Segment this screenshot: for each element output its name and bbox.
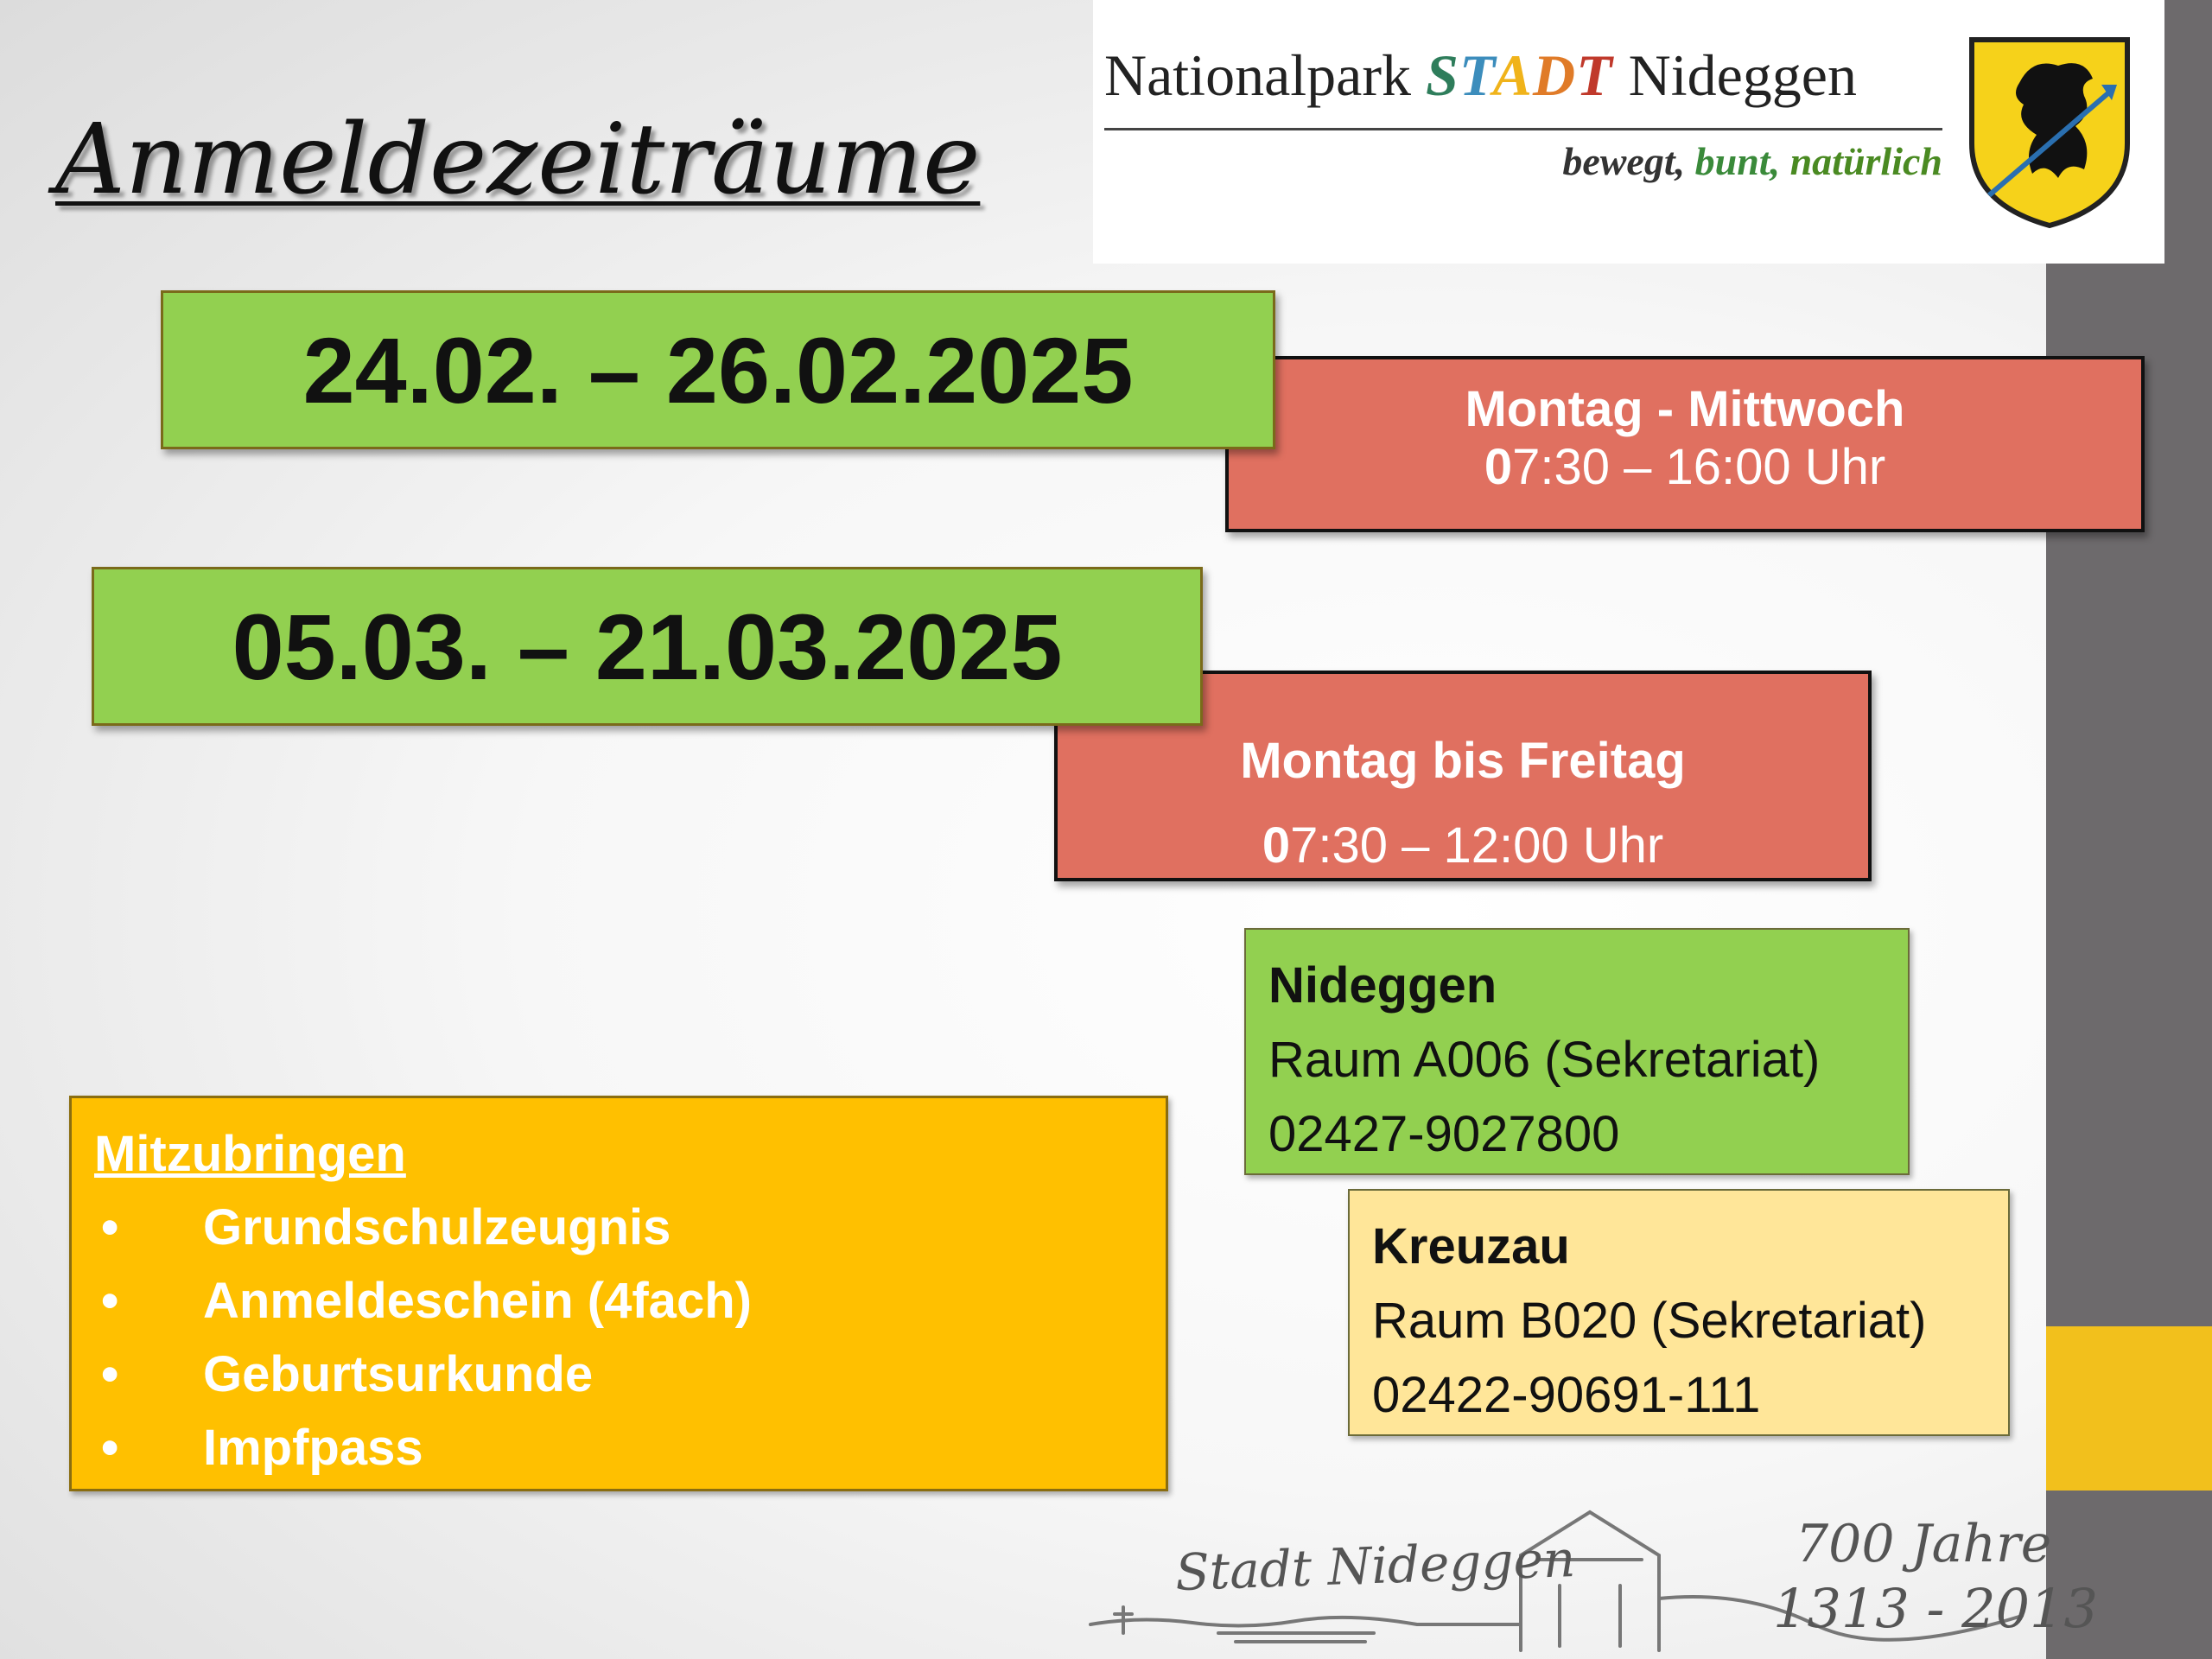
location-card-nideggen [1244, 928, 1910, 1175]
footer-town-name: Stadt Nideggen [1173, 1529, 1577, 1603]
period-days: Montag - Mittwoch [1465, 381, 1905, 437]
bring-list-box [69, 1096, 1168, 1491]
tagline-3: natürlich [1789, 139, 1942, 183]
sidebar-accent-bar [2046, 1326, 2212, 1491]
list-item: • Geburtsurkunde [94, 1338, 1143, 1411]
period-hours: 07:30 – 12:00 Uhr [1262, 817, 1664, 874]
footer-years: 1313 - 2013 [1773, 1577, 2098, 1640]
brand-mid-t1: T [1459, 42, 1493, 108]
bring-list [94, 1191, 1143, 1484]
location-room: Raum B020 (Sekretariat) [1372, 1293, 1927, 1349]
bring-heading: Mitzubringen [94, 1126, 406, 1182]
date-box-1: 24.02. – 26.02.2025 [161, 290, 1275, 449]
period-days: Montag bis Freitag [1240, 733, 1686, 789]
bullet: • [101, 1199, 119, 1255]
bullet: • [101, 1346, 119, 1402]
lion-crest-icon [1963, 31, 2136, 230]
time-box-1 [1225, 356, 2145, 532]
list-item: • Anmeldeschein (4fach) [94, 1264, 1143, 1338]
brand-tagline [1382, 138, 1942, 184]
brand-mid-d: D [1532, 42, 1577, 108]
list-item: • Impfpass [94, 1411, 1143, 1484]
brand-right: Nideggen [1628, 42, 1857, 108]
tagline-2: bunt, [1694, 139, 1781, 183]
brand-mid-t2: T [1576, 42, 1613, 108]
brand-mid-a: A [1492, 42, 1533, 108]
brand-divider [1104, 128, 1942, 130]
bullet: • [101, 1420, 119, 1476]
tagline-1: bewegt, [1562, 139, 1686, 183]
location-room: Raum A006 (Sekretariat) [1268, 1032, 1821, 1088]
brand-wordmark [1104, 41, 1942, 110]
footer-anniversary: 700 Jahre [1796, 1514, 2052, 1574]
location-phone: 02422-90691-111 [1372, 1367, 1761, 1423]
location-name: Nideggen [1268, 957, 1497, 1014]
period-hours: 07:30 – 16:00 Uhr [1484, 439, 1886, 495]
location-phone: 02427-9027800 [1268, 1106, 1620, 1162]
location-name: Kreuzau [1372, 1218, 1570, 1274]
brand-mid-s: S [1425, 42, 1459, 108]
brand-mid [1426, 42, 1629, 108]
brand-left: Nationalpark [1104, 42, 1411, 108]
location-card-kreuzau [1348, 1189, 2010, 1436]
date-box-2: 05.03. – 21.03.2025 [92, 567, 1203, 726]
list-item: • Grundschulzeugnis [94, 1191, 1143, 1264]
slide-title: Anmeldezeiträume [55, 104, 981, 216]
bullet: • [101, 1273, 119, 1329]
